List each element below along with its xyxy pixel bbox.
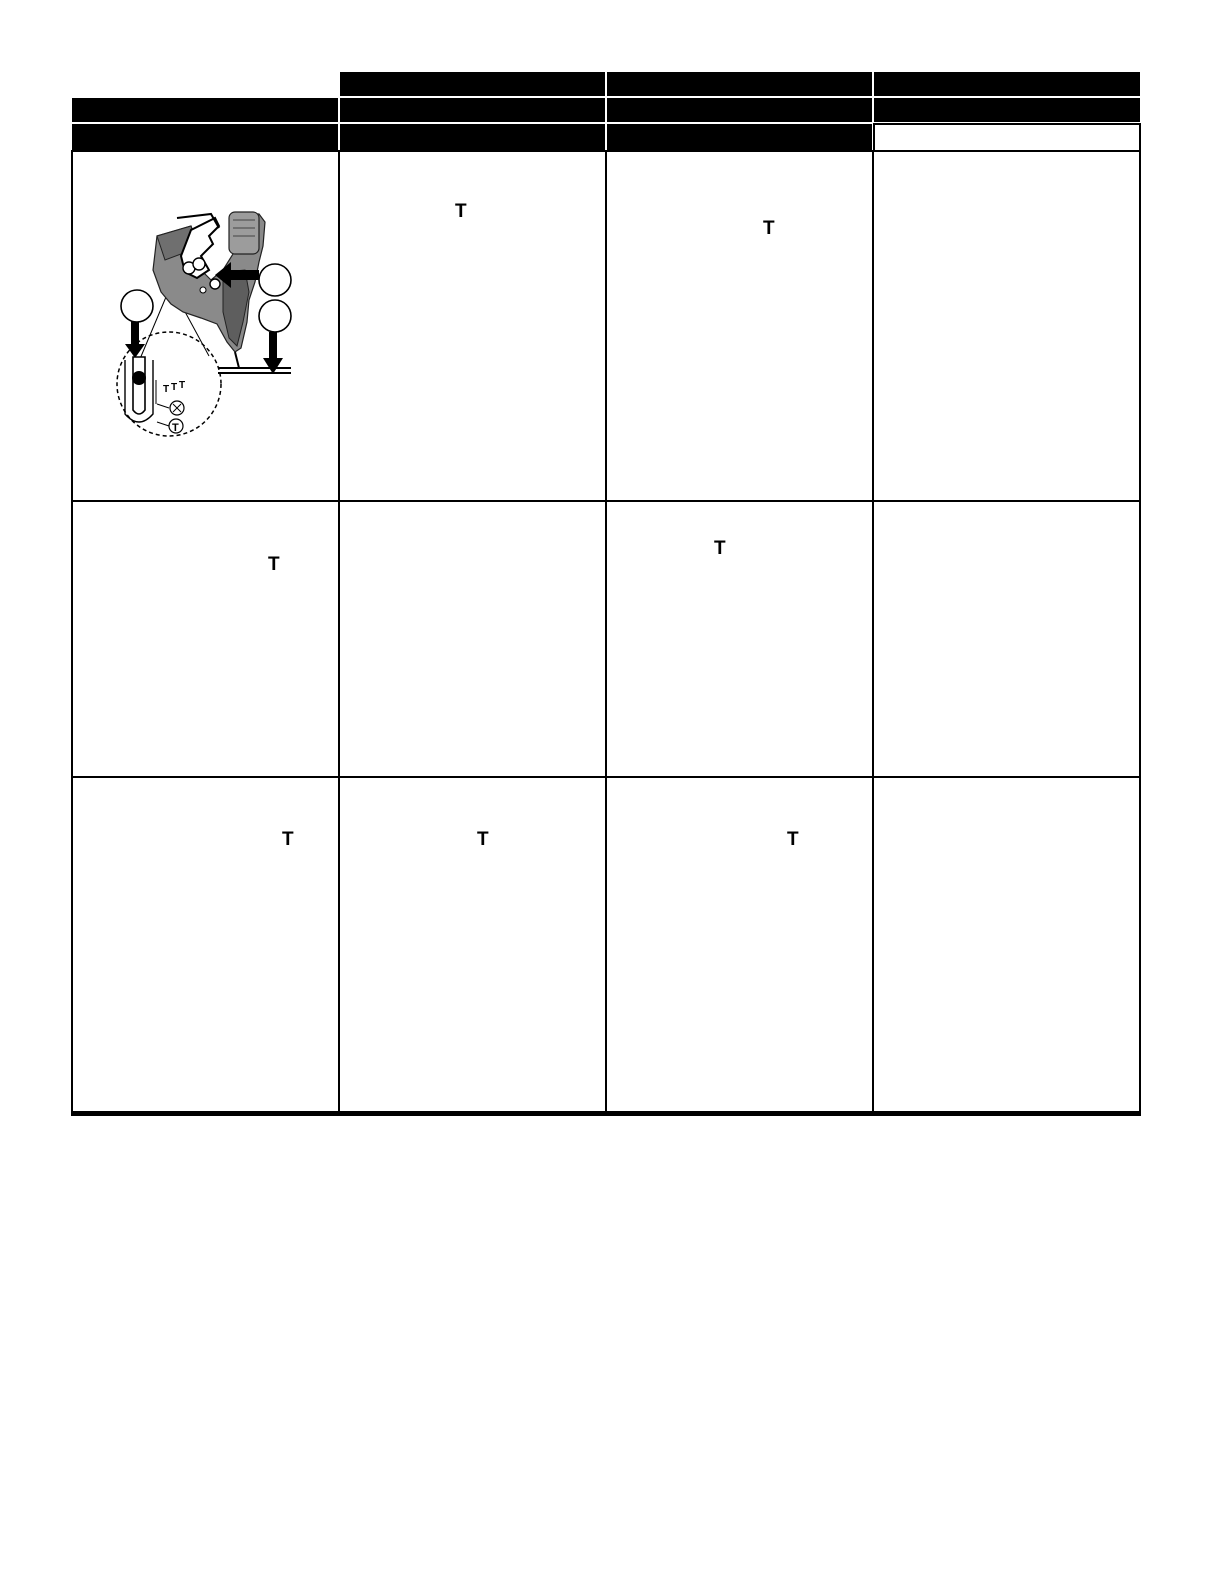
cell-r3-c2	[340, 778, 605, 1111]
cell-r1-c1	[73, 152, 338, 500]
cell-r1-c4	[874, 152, 1139, 500]
header-row1-col4	[874, 72, 1140, 96]
svg-text:T: T	[171, 382, 178, 393]
tee-symbol: T	[714, 538, 726, 559]
grid-bottom-border	[71, 1111, 1141, 1116]
tee-symbol: T	[455, 201, 467, 222]
header-row2-col4	[874, 98, 1140, 122]
grid-right-border	[1139, 150, 1141, 1116]
header-row2-col2	[340, 98, 605, 122]
cell-r2-c1	[73, 502, 338, 776]
header-row2-col3	[607, 98, 872, 122]
cell-r2-c4	[874, 502, 1139, 776]
cell-r3-c1	[73, 778, 338, 1111]
header-row3-col4	[873, 123, 1141, 152]
header-row2-col1	[72, 98, 338, 122]
cell-r2-c3	[607, 502, 872, 776]
cell-r3-c4	[874, 778, 1139, 1111]
svg-text:T: T	[163, 384, 170, 395]
tee-symbol: T	[268, 554, 280, 575]
cell-r1-c2	[340, 152, 605, 500]
tee-symbol: T	[477, 829, 489, 850]
cell-r3-c3	[607, 778, 872, 1111]
tee-symbol: T	[763, 218, 775, 239]
header-row1-col2	[340, 72, 605, 96]
nail-gun-depth-adjust-icon	[73, 152, 338, 500]
header-row3-col1	[72, 124, 338, 150]
tee-symbol: T	[787, 829, 799, 850]
cell-r2-c2	[340, 502, 605, 776]
header-row3-col3	[607, 124, 872, 150]
svg-text:T: T	[179, 380, 186, 391]
tee-symbol: T	[282, 829, 294, 850]
header-row3-col2	[340, 124, 605, 150]
header-row1-col3	[607, 72, 872, 96]
cell-r1-c3	[607, 152, 872, 500]
svg-text:T: T	[172, 422, 179, 434]
